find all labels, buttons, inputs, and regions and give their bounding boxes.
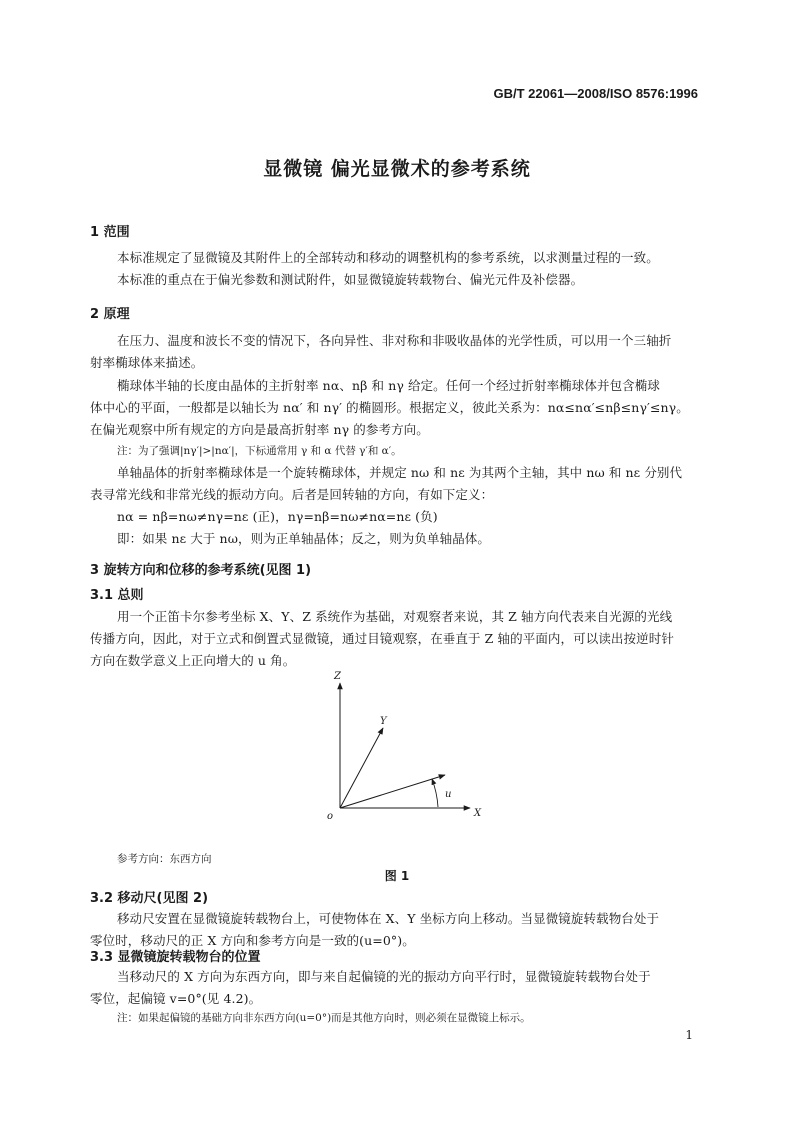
section-2-formula: nα = nβ=nω≠nγ=nε (正)，nγ=nβ=nω≠nα=nε (负) <box>117 509 438 524</box>
section-3-3-heading: 3.3 显微镜旋转载物台的位置 <box>90 950 261 965</box>
section-2-para-3-line-1: 单轴晶体的折射率椭球体是一个旋转椭球体，并规定 nω 和 nε 为其两个主轴，其中 nω 和 nε 分别代 <box>117 465 683 480</box>
x-label: X <box>474 808 482 819</box>
section-2-para-3-line-2: 表寻常光线和非常光线的振动方向。后者是回转轴的方向，有如下定义： <box>90 487 494 502</box>
section-1-para-2: 本标准的重点在于偏光参数和测试附件，如显微镜旋转载物台、偏光元件及补偿器。 <box>117 272 584 287</box>
section-3-2-heading: 3.2 移动尺(见图 2) <box>90 891 209 906</box>
figure-reference-note: 参考方向：东西方向 <box>117 853 212 865</box>
vector-line <box>340 775 445 808</box>
reference-axes-figure <box>300 663 520 833</box>
figure-caption: 图 1 <box>384 869 410 883</box>
section-2-para-2-line-2: 体中心的平面，一般都是以轴长为 nα′ 和 nγ′ 的椭圆形。根据定义，彼此关系为：nα≤nα′≤nβ≤nγ′≤nγ。 <box>90 400 689 415</box>
y-label: Y <box>380 716 387 727</box>
section-3-1-line-2: 传播方向，因此，对于立式和倒置式显微镜，通过目镜观察，在垂直于 Z 轴的平面内，可以读出按逆时针 <box>90 631 674 646</box>
section-2-note: 注：为了强调|nγ′|>|nα′|，下标通常用 γ 和 α 代替 γ′和 α′。 <box>117 445 402 457</box>
section-3-3-line-1: 当移动尺的 X 方向为东西方向，即与来自起偏镜的光的振动方向平行时，显微镜旋转载物台处于 <box>117 969 651 984</box>
section-2-para-2-line-3: 在偏光观察中所有规定的方向是最高折射率 nγ 的参考方向。 <box>90 422 429 437</box>
page-title: 显微镜 偏光显微术的参考系统 <box>263 158 531 180</box>
section-2-para-1-line-1: 在压力、温度和波长不变的情况下，各向异性、非对称和非吸收晶体的光学性质，可以用一个三轴折 <box>117 333 672 348</box>
section-3-1-heading: 3.1 总则 <box>90 588 144 603</box>
section-3-3-note: 注：如果起偏镜的基础方向非东西方向(u=0°)而是其他方向时，则必须在显微镜上标示。 <box>117 1012 531 1024</box>
section-3-1-line-3: 方向在数学意义上正向增大的 u 角。 <box>90 653 296 668</box>
standard-number: GB/T 22061—2008/ISO 8576:1996 <box>493 86 698 101</box>
section-3-2-line-2: 零位时，移动尺的正 X 方向和参考方向是一致的(u=0°)。 <box>90 933 415 948</box>
section-2-para-1-line-2: 射率椭球体来描述。 <box>90 355 204 370</box>
page-number: 1 <box>685 1028 693 1042</box>
z-label: Z <box>334 671 341 682</box>
section-1-heading: 1 范围 <box>90 225 130 240</box>
section-2-para-4: 即：如果 nε 大于 nω，则为正单轴晶体；反之，则为负单轴晶体。 <box>117 531 490 546</box>
angle-label: u <box>445 789 452 800</box>
section-3-1-line-1: 用一个正笛卡尔参考坐标 X、Y、Z 系统作为基础，对观察者来说，其 Z 轴方向代表来自光源的光线 <box>117 609 673 624</box>
angle-arc <box>432 779 438 807</box>
section-2-heading: 2 原理 <box>90 307 130 322</box>
origin-label: o <box>327 811 334 822</box>
section-2-para-2-line-1: 椭球体半轴的长度由晶体的主折射率 nα、nβ 和 nγ 给定。任何一个经过折射率椭球体并包含椭球 <box>117 378 660 393</box>
section-3-3-line-2: 零位，起偏镜 v=0°(见 4.2)。 <box>90 991 262 1006</box>
section-3-2-line-1: 移动尺安置在显微镜旋转载物台上，可使物体在 X、Y 坐标方向上移动。当显微镜旋转载物台处于 <box>117 911 660 926</box>
section-1-para-1: 本标准规定了显微镜及其附件上的全部转动和移动的调整机构的参考系统，以求测量过程的一致。 <box>117 250 659 265</box>
section-3-heading: 3 旋转方向和位移的参考系统(见图 1) <box>90 563 312 578</box>
